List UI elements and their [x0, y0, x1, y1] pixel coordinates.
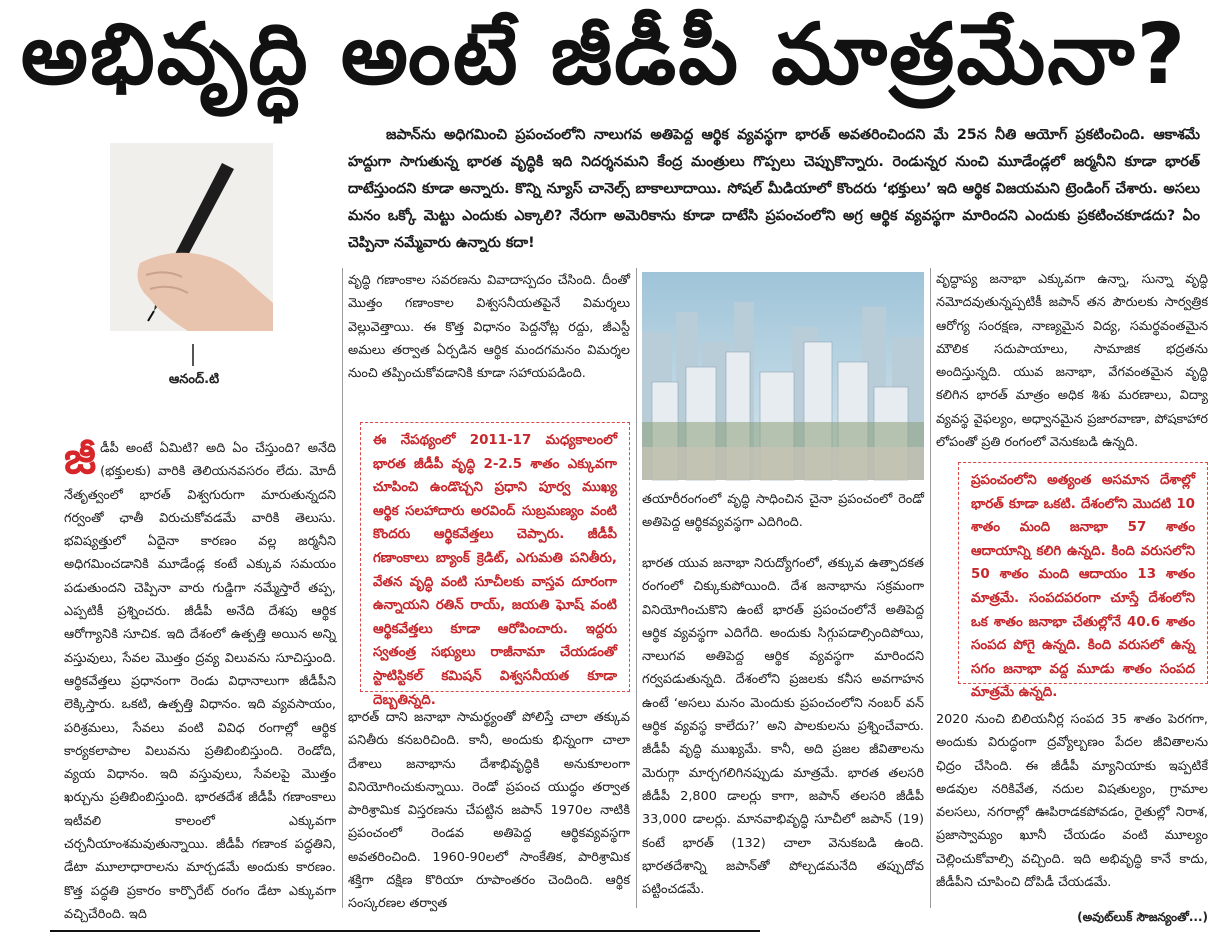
intro-lead: జపాన్‌ను అధిగమించి ప్రపంచంలోని నాలుగవ అతిపెద్ద ఆర్థిక వ్యవస్థగా భారత్ అవతరించిందని మే 25న నీతి ఆయోగ్ ప్రకటించింది. ఆకాశమే హద్దుగా సాగుతున్న భారత వృద్ధికి ఇది నిదర్శనమని కేంద్ర మంత్రులు గొప్పలు చెప్పుకొన్నారు. రెండున్నర నుంచి మూడేండ్లలో జర్మనీని కూడా భారత్ దాటేస్తుందని కూడా అన్నారు. కొన్ని న్యూస్ చానెల్స్ బాకాలూదాయి. సోషల్ మీడియాలో కొందరు ‘భక్తులు’ ఇది ఆర్థిక విజయమని ట్రెండింగ్ చేశారు. అసలు మనం ఒక్కో మెట్టు ఎందుకు ఎక్కాలి? నేరుగా అమెరికాను కూడా దాటేసి ప్రపంచంలోని అగ్ర ఆర్థిక వ్యవస్థగా మారిందని ఎందుకు ప్రకటించకూడదు? ఏం చెప్పినా నమ్మేవారు ఉన్నారు కదా!: [348, 127, 1200, 251]
column-2-bottom: [348, 706, 630, 912]
column-1-text: డీపీ అంటే ఏమిటి? అది ఏం చేస్తుంది? అనేది (భక్తులకు) వారికి తెలియనవసరం లేదు. మోదీ నేతృత్వంలో భారత్ విశ్వగురుగా మారుతున్నదని గర్వంతో ఛాతీ విరుచుకోవడమే వారికి తెలుసు. భవిష్యత్తులో ఏదైనా కారణం వల్ల జర్మనీని అధిగమించడానికి మూడేండ్ల కంటే ఎక్కువ సమయం పడుతుందని చెప్పినా వారు గుడ్డిగా నమ్మేస్తారే తప్ప, ఎప్పటికీ ప్రశ్నించరు. జీడీపీ అనేది దేశపు ఆర్థిక ఆరోగ్యానికి సూచిక. ఇది దేశంలో ఉత్పత్తి అయిన అన్ని వస్తువులు, సేవల మొత్తం ద్రవ్య విలువను సూచిస్తుంది. ఆర్థికవేత్తలు ప్రధానంగా రెండు విధానాలుగా జీడీపీని లెక్కిస్తారు. ఒకటి, ఉత్పత్తి విధానం. ఇది వ్యవసాయం, పరిశ్రమలు, సేవలు వంటి వివిధ రంగాల్లో ఆర్థిక కార్యకలాపాల విలువను ప్రతిబింబిస్తుంది. రెండోది, వ్యయ విధానం. ఇది వస్తువులు, సేవలపై మొత్తం ఖర్చును ప్రతిబింబిస్తుంది. భారతదేశ జీడీపీ గణాంకాలు ఇటీవలి కాలంలో ఎక్కువగా చర్చనీయాంశమవుతున్నాయి. జీడీపీ గణాంక పద్ధతిని, డేటా మూలాధారాలను మార్చడమే అందుకు కారణం. కొత్త పద్ధతి ప్రకారం కార్పొరేట్ రంగం డేటా ఎక్కువగా వచ్చిచేరింది. ఇది: [64, 441, 336, 922]
pen-illustration: [110, 143, 273, 331]
column-divider: [930, 268, 931, 908]
column-3-bottom: [642, 552, 924, 904]
bottom-rule: [50, 930, 760, 932]
column-1-paragraph: [64, 433, 336, 926]
column-3-top-text: తయారీరంగంలో వృద్ధి సాధించిన చైనా ప్రపంచంలో రెండో అతిపెద్ద ఆర్థికవ్యవస్థగా ఎదిగింది.: [642, 492, 924, 531]
column-4-top-text: వృద్ధాప్య జనాభా ఎక్కువగా ఉన్నా, సున్నా వృద్ధి నమోదవుతున్నప్పటికీ జపాన్ తన పౌరులకు సార్వత్రిక ఆరోగ్య సంరక్షణ, నాణ్యమైన విద్య, సమర్థవంతమైన మౌలిక సదుపాయాలు, సామాజిక భద్రతను అందిస్తున్నది. యువ జనాభా, వేగవంతమైన వృద్ధి కలిగిన భారత్ మాత్రం అధిక శిశు మరణాలు, విద్యా వ్యవస్థ వైఫల్యం, అధ్వానమైన ప్రజారవాణా, పోషకాహార లోపంతో ప్రతి రంగంలో వెనుకబడి ఉన్నది.: [936, 272, 1208, 451]
byline-divider: [192, 344, 194, 366]
column-4-bottom: [936, 708, 1208, 908]
skyline-illustration: [642, 272, 924, 480]
pen-hand-photo: [110, 143, 273, 331]
dropcap: జీ: [64, 433, 97, 484]
headline: అభివృద్ధి అంటే జీడీపీ మాత్రమేనా?: [20, 4, 1188, 103]
source-credit: (అవుట్‌లుక్ సౌజన్యంతో...): [1077, 910, 1208, 924]
column-4-top: [936, 268, 1208, 451]
column-divider: [342, 268, 343, 908]
column-2-top: [348, 269, 630, 409]
highlight-box-2: ప్రపంచంలోని అత్యంత అసమాన దేశాల్లో భారత్ కూడా ఒకటి. దేశంలోని మొదటి 10 శాతం మంది జనాభా 57 శాతం ఆదాయాన్ని కలిగి ఉన్నది. కింది వరుసలోని 50 శాతం మంది ఆదాయం 13 శాతం మాత్రమే. సంపదపరంగా చూస్తే దేశంలోని ఒక శాతం జనాభా చేతుల్లోనే 40.6 శాతం సంపద పోగై ఉన్నది. కింది వరుసలో ఉన్న సగం జనాభా వద్ద మూడు శాతం సంపద మాత్రమే ఉన్నది.: [958, 462, 1208, 684]
column-3-top: [642, 488, 924, 538]
column-3-bottom-text: భారత యువ జనాభా నిరుద్యోగంలో, తక్కువ ఉత్పాదకత రంగంలో చిక్కుకుపోయింది. దేశ జనాభాను సక్రమంగా వినియోగించుకొని ఉంటే భారత్ ప్రపంచంలోనే అతిపెద్ద ఆర్థిక వ్యవస్థగా ఎదిగేది. అందుకు సిగ్గుపడాల్సిందిపోయి, నాలుగవ అతిపెద్ద ఆర్థిక వ్యవస్థగా మారిందని గర్వపడుతున్నది. దేశంలోని ప్రజలకు కనీస అవగాహన ఉంటే ‘అసలు మనం మెందుకు ప్రపంచంలోని నంబర్ వన్ ఆర్థిక వ్యవస్థ కాలేదు?’ అని పాలకులను ప్రశ్నించేవారు. జీడీపీ వృద్ధి ముఖ్యమే. కానీ, అది ప్రజల జీవితాలను మెరుగ్గా మార్చగలిగినప్పుడు మాత్రమే. భారత తలసరి జీడీపీ 2,800 డాలర్లు కాగా, జపాన్ తలసరి జీడీపీ 33,000 డాలర్లు. మానవాభివృద్ధి సూచీలో జపాన్ (19) కంటే భారత్ (132) చాలా వెనుకబడి ఉంది. భారతదేశాన్ని జపాన్‌తో పోల్చడమనేది తప్పుదోవ పట్టించడమే.: [642, 556, 924, 898]
byline: ఆనంద్.టి: [168, 372, 220, 387]
column-4-bottom-text: 2020 నుంచి బిలియనీర్ల సంపద 35 శాతం పెరగగా, అందుకు విరుద్ధంగా ద్రవ్యోల్బణం పేదల జీవితాలను ఛిద్రం చేసింది. ఈ జీడీపీ మ్యానియాకు ఇప్పటికే అడవుల నరికివేత, నదుల విషతుల్యం, గ్రామాల వలసలు, నగరాల్లో ఊపిరాడకపోవడం, రైతుల్లో నిరాశ, ప్రజాస్వామ్యం ఖూనీ చేయడం వంటి మూల్యం చెల్లించుకోవాల్సి వచ్చింది. ఇది అభివృద్ధి కానే కాదు, జీడీపీని చూపించి దోపిడీ చేయడమే.: [936, 712, 1208, 891]
column-2-bottom-text: భారత్ దాని జనాభా సామర్థ్యంతో పోలిస్తే చాలా తక్కువ పనితీరు కనబరిచింది. కానీ, అందుకు భిన్నంగా చాలా దేశాలు జనాభాను దేశాభివృద్ధికి అనుకూలంగా వినియోగించుకున్నాయి. రెండో ప్రపంచ యుద్ధం తర్వాత పారిశ్రామిక విస్తరణను చేపట్టిన జపాన్ 1970ల నాటికి ప్రపంచంలో రెండవ అతిపెద్ద ఆర్థికవ్యవస్థగా అవతరించింది. 1960-90లలో సాంకేతిక, పారిశ్రామిక శక్తిగా దక్షిణ కొరియా రూపాంతరం చెందింది. ఆర్థిక సంస్కరణల తర్వాత: [348, 710, 630, 912]
column-1: [64, 433, 336, 922]
highlight-box-1: ఈ నేపథ్యంలో 2011-17 మధ్యకాలంలో భారత జీడీపీ వృద్ధి 2-2.5 శాతం ఎక్కువగా చూపించి ఉండొచ్చని ప్రధాని పూర్వ ముఖ్య ఆర్థిక సలహాదారు అరవింద్ సుబ్రమణ్యం వంటి కొందరు ఆర్థికవేత్తలు చెప్పారు. జీడీపీ గణాంకాలు బ్యాంక్ క్రెడిట్, ఎగుమతి పనితీరు, వేతన వృద్ధి వంటి సూచీలకు వాస్తవ దూరంగా ఉన్నాయని రతిన్ రాయ్, జయతి ఘోష్ వంటి ఆర్థికవేత్తలు కూడా ఆరోపించారు. ఇద్దరు స్వతంత్ర సభ్యులు రాజీనామా చేయడంతో స్టాటిస్టికల్ కమిషన్ విశ్వసనీయత కూడా దెబ్బతిన్నది.: [360, 422, 630, 692]
city-skyline-photo: [642, 272, 924, 480]
column-2-top-text: వృద్ధి గణాంకాల సవరణను వివాదాస్పదం చేసింది. దీంతో మొత్తం గణాంకాల విశ్వసనీయతపైనే విమర్శలు వెల్లువెత్తాయి. ఈ కొత్త విధానం పెద్దనోట్ల రద్దు, జీఎస్టీ అమలు తర్వాత ఏర్పడిన ఆర్థిక మందగమనం విమర్శల నుంచి తప్పించుకోవడానికి కూడా సహాయపడింది.: [348, 273, 630, 382]
column-divider: [636, 268, 637, 908]
